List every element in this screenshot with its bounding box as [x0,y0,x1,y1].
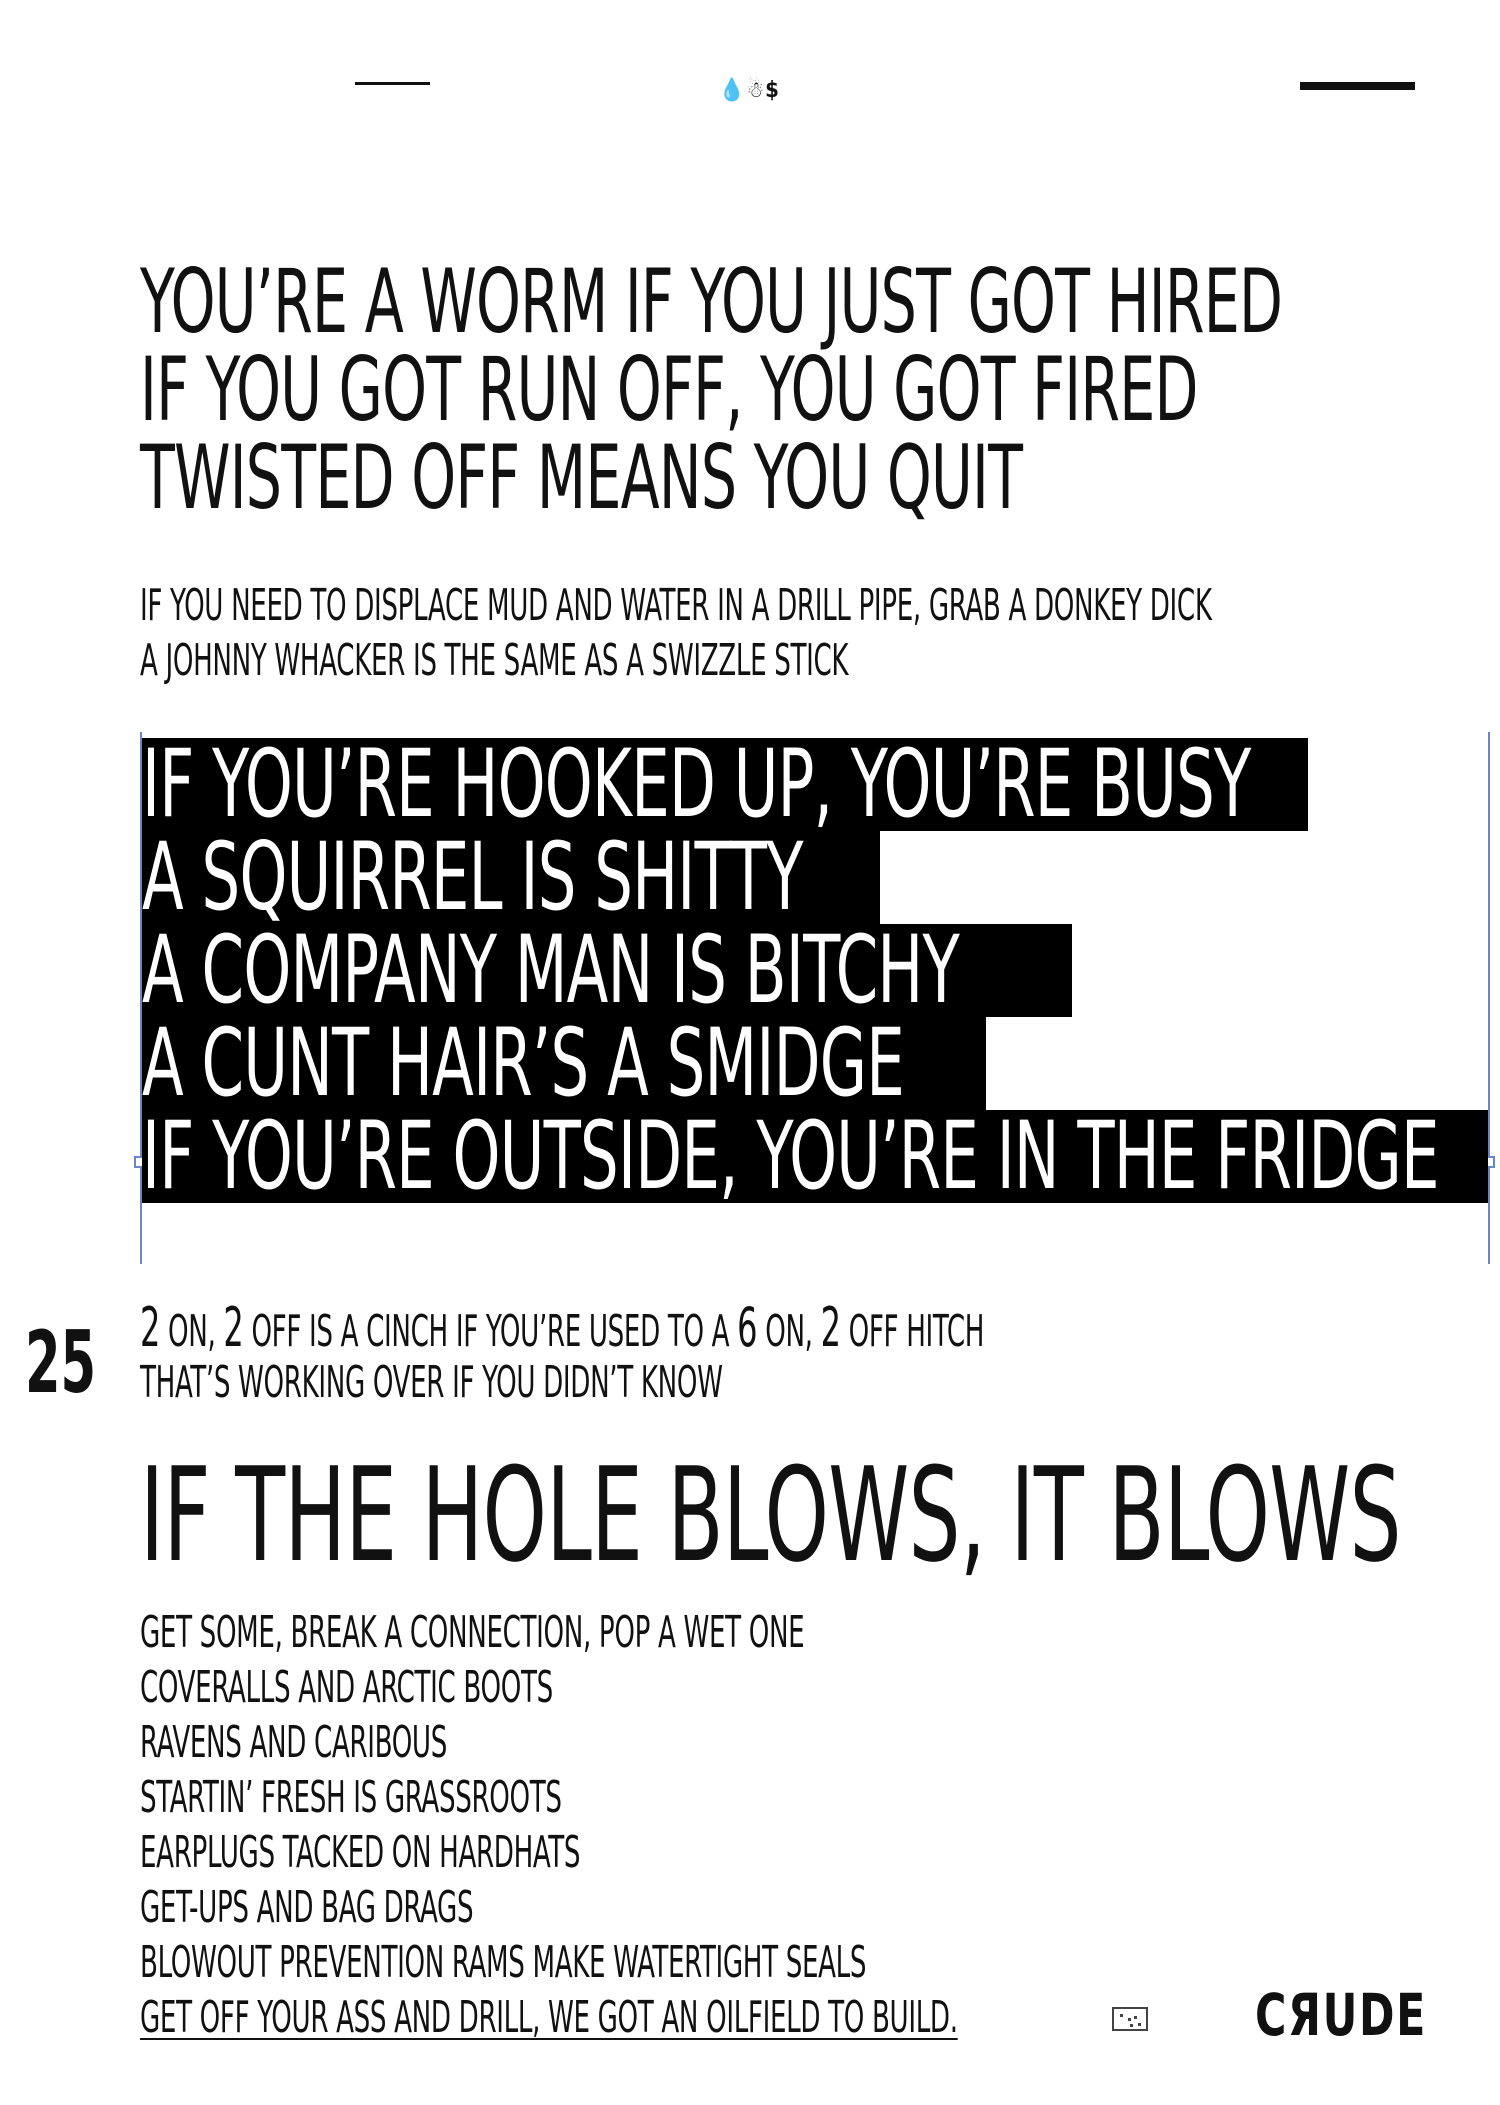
list-item-underlined: GET OFF YOUR ASS AND DRILL, WE GOT AN OILFIELD TO BUILD. [140,1992,958,2043]
top-heading [140,250,1500,529]
highlight-line: A COMPANY MAN IS BITCHY [142,924,1072,1017]
big-heading: IF THE HOLE BLOWS, IT BLOWS [140,1439,1401,1591]
highlight-line: A SQUIRREL IS SHITTY [142,831,880,924]
paragraph-line: A JOHNNY WHACKER IS THE SAME AS A SWIZZLE STICK [140,635,849,686]
constellation-card-icon [1112,2007,1148,2031]
paragraph-two [140,1296,1419,1410]
page-number: 25 [25,1313,97,1413]
highlighted-verse[interactable] [142,738,1488,1203]
top-heading-line: YOU’RE A WORM IF YOU JUST GOT HIRED [140,250,1283,353]
crude-logo: CЯUDE [1255,1981,1428,2049]
paragraph-line: THAT’S WORKING OVER IF YOU DIDN’T KNOW [140,1357,723,1408]
list-item: STARTIN’ FRESH IS GRASSROOTS [140,1772,562,1823]
highlight-line: IF YOU’RE OUTSIDE, YOU’RE IN THE FRIDGE [142,1110,1488,1203]
paragraph-one [140,578,1500,688]
selection-right-edge [1488,732,1490,1264]
highlight-line: A CUNT HAIR’S A SMIDGE [142,1017,986,1110]
list-item: GET-UPS AND BAG DRAGS [140,1882,474,1933]
top-heading-line: IF YOU GOT RUN OFF, YOU GOT FIRED [140,338,1198,441]
header-rule-right [1300,82,1415,90]
list-item: GET SOME, BREAK A CONNECTION, POP A WET ONE [140,1607,805,1658]
paragraph-line: 2 ON, 2 OFF IS A CINCH IF YOU’RE USED TO A 6 ON, 2 OFF HITCH [140,1296,985,1359]
paragraph-line: IF YOU NEED TO DISPLACE MUD AND WATER IN A DRILL PIPE, GRAB A DONKEY DICK [140,580,1212,631]
list-item: BLOWOUT PREVENTION RAMS MAKE WATERTIGHT SEALS [140,1937,867,1988]
list-item: EARPLUGS TACKED ON HARDHATS [140,1827,581,1878]
closing-list [140,1605,1379,2045]
header-glyphs: 💧☃$ [718,78,780,103]
header-rule-left [355,82,430,85]
list-item: RAVENS AND CARIBOUS [140,1717,447,1768]
highlight-line: IF YOU’RE HOOKED UP, YOU’RE BUSY [142,738,1308,831]
list-item: COVERALLS AND ARCTIC BOOTS [140,1662,553,1713]
top-heading-line: TWISTED OFF MEANS YOU QUIT [140,426,1023,529]
